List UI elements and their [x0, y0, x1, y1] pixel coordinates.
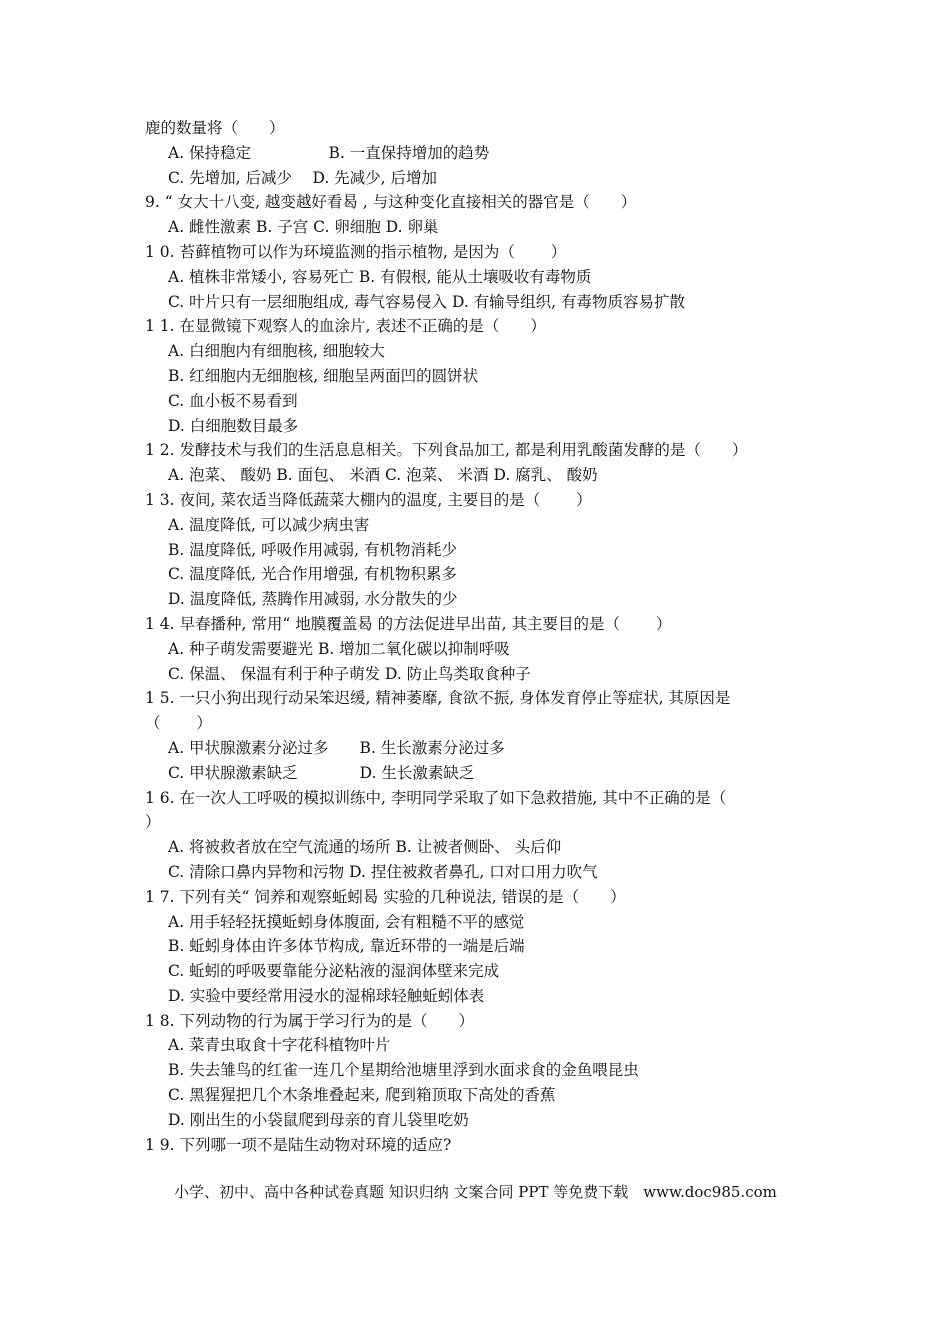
answer-option-line: C. 血小板不易看到	[168, 391, 298, 410]
answer-option-line: C. 黑猩猩把几个木条堆叠起来, 爬到箱顶取下高处的香蕉	[168, 1086, 556, 1105]
answer-option-line: D. 白细胞数目最多	[168, 416, 299, 435]
question-line: 1 2. 发酵技术与我们的生活息息相关。下列食品加工, 都是利用乳酸菌发酵的是（ ）	[145, 441, 748, 460]
answer-option-line: B. 红细胞内无细胞核, 细胞呈两面凹的圆饼状	[168, 366, 479, 385]
page-footer: 小学、初中、高中各种试卷真题 知识归纳 文案合同 PPT 等免费下载 www.doc985.com	[174, 1183, 777, 1201]
question-line: ）	[145, 813, 161, 832]
answer-option-line: D. 实验中要经常用浸水的湿棉球轻触蚯蚓体表	[168, 986, 485, 1005]
answer-option-line: A. 白细胞内有细胞核, 细胞较大	[168, 342, 385, 361]
answer-option-line: C. 甲状腺激素缺乏 D. 生长激素缺乏	[168, 763, 475, 782]
question-line: 1 6. 在一次人工呼吸的模拟训练中, 李明同学采取了如下急救措施, 其中不正确的是（	[145, 788, 727, 807]
answer-option-line: D. 刚出生的小袋鼠爬到母亲的育儿袋里吃奶	[168, 1110, 469, 1129]
answer-option-line: A. 种子萌发需要避光 B. 增加二氧化碳以抑制呼吸	[168, 639, 510, 658]
question-line: 1 7. 下列有关“ 饲养和观察蚯蚓曷 实验的几种说法, 错误的是（ ）	[145, 887, 626, 906]
question-line: 1 4. 早春播种, 常用“ 地膜覆盖曷 的方法促进早出苗, 其主要目的是（ ）	[145, 614, 672, 633]
question-line: 9. “ 女大十八变, 越变越好看曷 , 与这种变化直接相关的器官是（ ）	[145, 193, 637, 212]
answer-option-line: B. 失去雏鸟的红雀一连几个星期给池塘里浮到水面求食的金鱼喂昆虫	[168, 1061, 639, 1080]
answer-option-line: C. 叶片只有一层细胞组成, 毒气容易侵入 D. 有输导组织, 有毒物质容易扩散	[168, 292, 686, 311]
answer-option-line: C. 温度降低, 光合作用增强, 有机物积累多	[168, 565, 457, 584]
answer-option-line: A. 菜青虫取食十字花科植物叶片	[168, 1036, 391, 1055]
answer-option-line: A. 植株非常矮小, 容易死亡 B. 有假根, 能从土壤吸收有毒物质	[168, 267, 592, 286]
answer-option-line: C. 蚯蚓的呼吸要靠能分泌粘液的湿润体壁来完成	[168, 962, 500, 981]
answer-option-line: C. 清除口鼻内异物和污物 D. 捏住被救者鼻孔, 口对口用力吹气	[168, 862, 598, 881]
question-line: 1 5. 一只小狗出现行动呆笨迟缓, 精神萎靡, 食欲不振, 身体发育停止等症状, 其原因是	[145, 689, 731, 708]
answer-option-line: B. 蚯蚓身体由许多体节构成, 靠近环带的一端是后端	[168, 937, 525, 956]
answer-option-line: A. 雌性激素 B. 子宫 C. 卵细胞 D. 卵巢	[168, 218, 439, 237]
answer-option-line: A. 温度降低, 可以减少病虫害	[168, 515, 370, 534]
question-line: 鹿的数量将（ ）	[145, 119, 285, 137]
question-line: 1 8. 下列动物的行为属于学习行为的是（ ）	[145, 1011, 475, 1030]
question-line: 1 0. 苔藓植物可以作为环境监测的指示植物, 是因为（ ）	[145, 242, 567, 261]
answer-option-line: A. 甲状腺激素分泌过多 B. 生长激素分泌过多	[168, 738, 505, 757]
question-line: 1 9. 下列哪一项不是陆生动物对环境的适应?	[145, 1135, 452, 1154]
question-line: 1 1. 在显微镜下观察人的血涂片, 表述不正确的是（ ）	[145, 317, 546, 336]
answer-option-line: A. 泡菜、 酸奶 B. 面包、 米酒 C. 泡菜、 米酒 D. 腐乳、 酸奶	[168, 466, 598, 485]
answer-option-line: B. 温度降低, 呼吸作用减弱, 有机物消耗少	[168, 540, 457, 559]
question-line: （ ）	[145, 714, 212, 733]
answer-option-line: C. 先增加, 后减少 D. 先减少, 后增加	[168, 168, 438, 187]
answer-option-line: A. 用手轻轻抚摸蚯蚓身体腹面, 会有粗糙不平的感觉	[168, 912, 525, 931]
question-text-block	[145, 116, 825, 1157]
question-line: 1 3. 夜间, 菜农适当降低蔬菜大棚内的温度, 主要目的是（ ）	[145, 490, 592, 509]
answer-option-line: A. 将被救者放在空气流通的场所 B. 让被者侧卧、 头后仰	[168, 838, 562, 857]
answer-option-line: C. 保温、 保温有利于种子萌发 D. 防止鸟类取食种子	[168, 664, 531, 683]
answer-option-line: D. 温度降低, 蒸腾作用减弱, 水分散失的少	[168, 590, 458, 609]
answer-option-line: A. 保持稳定 B. 一直保持增加的趋势	[168, 143, 490, 162]
